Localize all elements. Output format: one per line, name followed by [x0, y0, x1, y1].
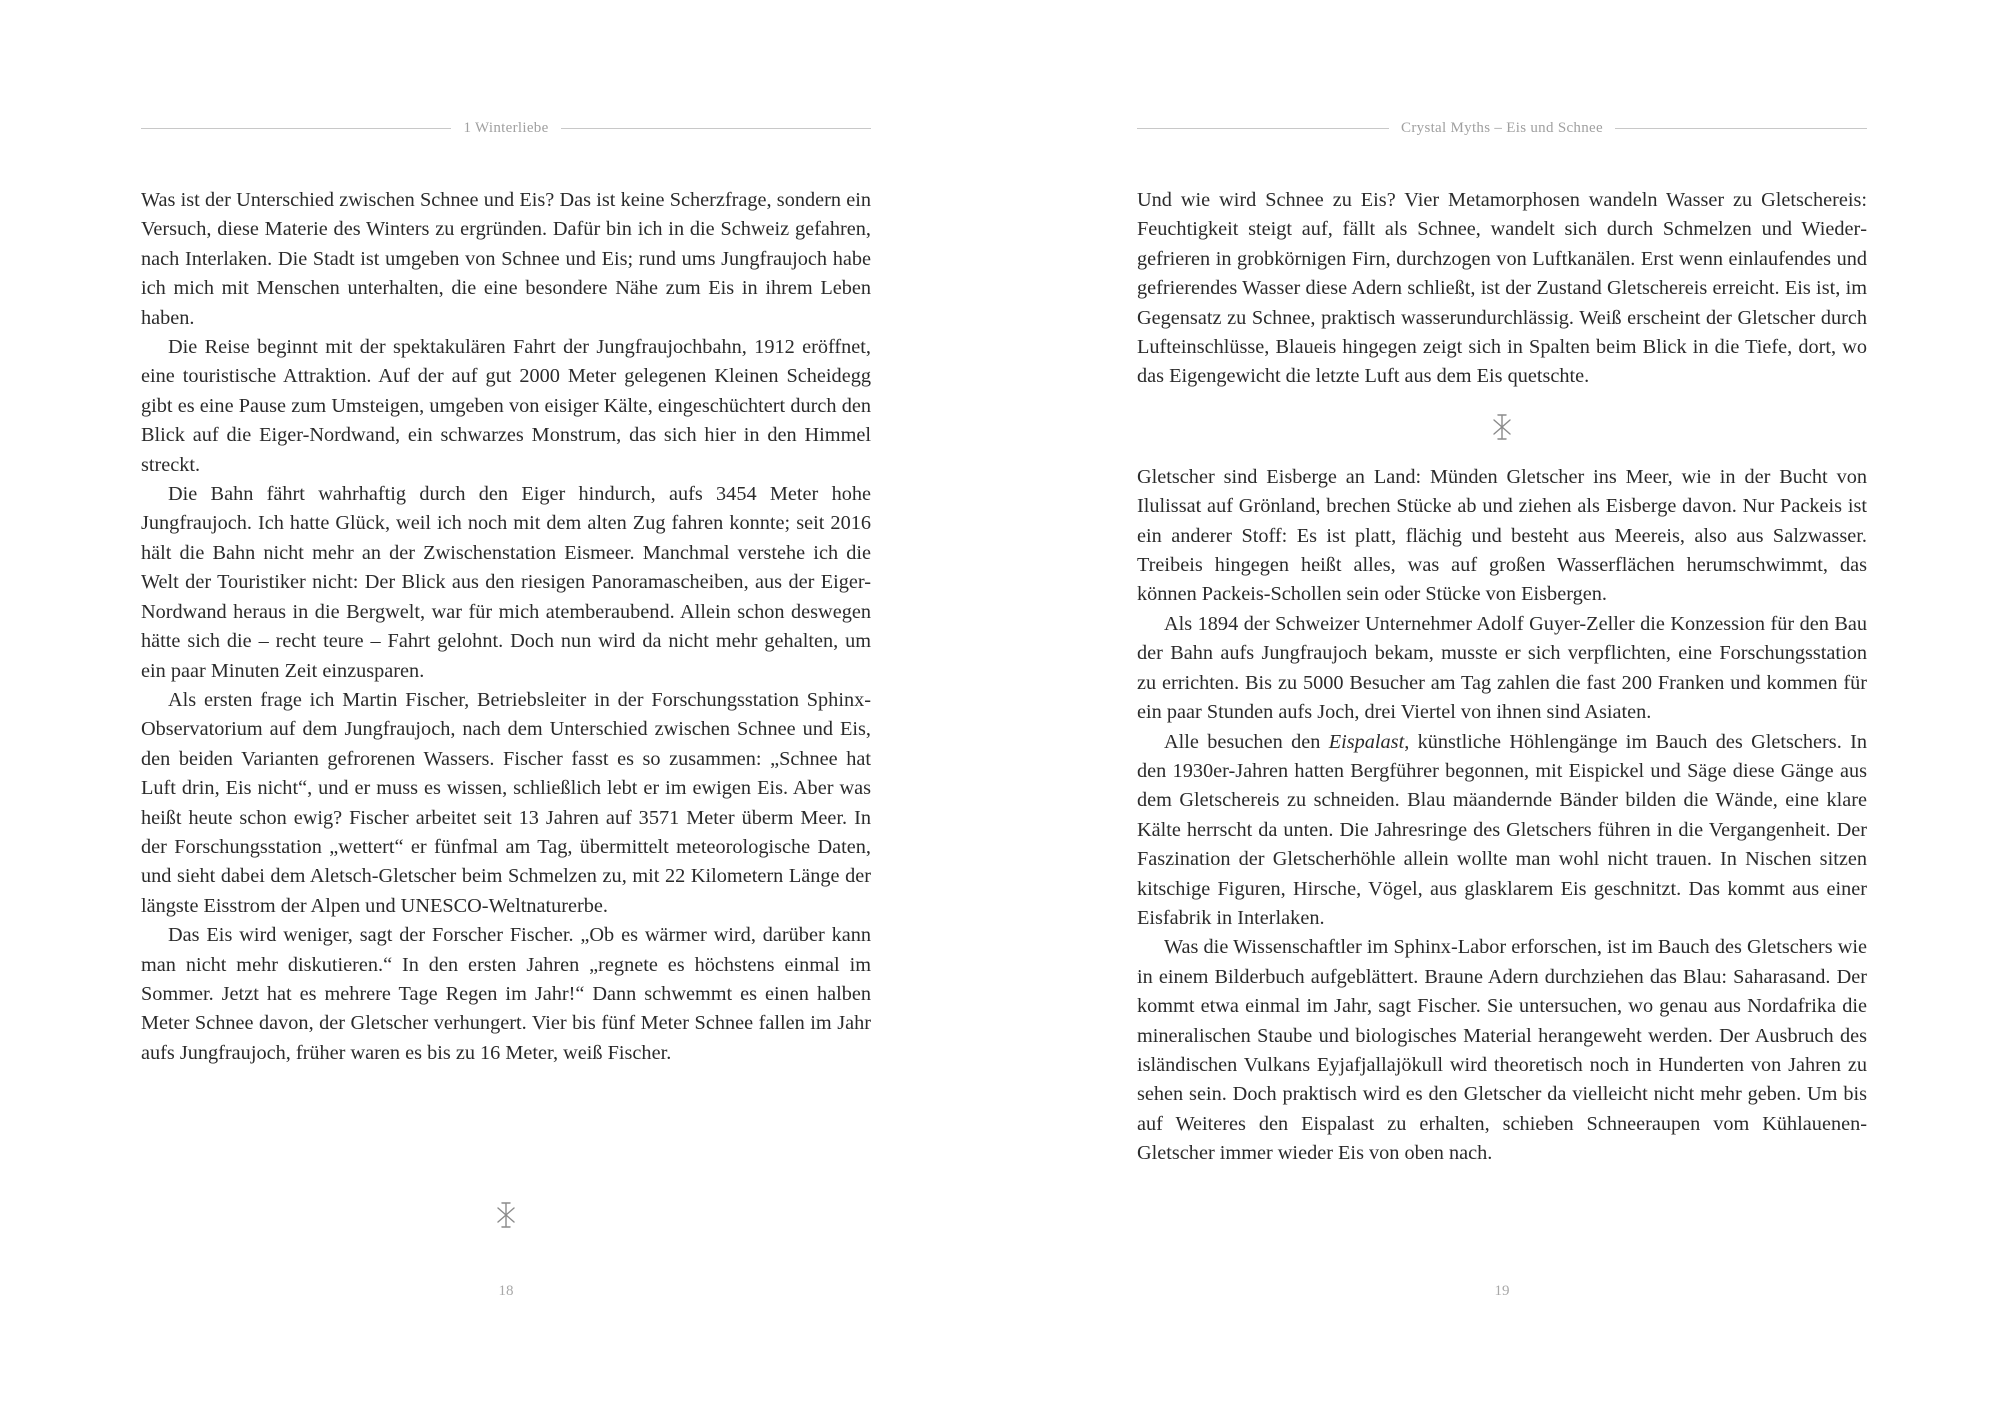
left-running-head — [141, 118, 871, 138]
paragraph: Die Reise beginnt mit der spektakulären Fahrt der Jungfraujochbahn, 1912 eröffnet, eine touristische Attraktion. Auf der auf gut 2000 Meter gelegenen Kleinen Scheidegg gibt es eine Pause zum Umsteigen, umgeben von eisiger Kälte, eingeschüchtert durch den Blick auf die Eiger-Nordwand, ein schwarzes Monstrum, das sich hier in den Himmel streckt. — [141, 336, 871, 476]
header-rule — [561, 128, 871, 129]
text-run: , künstliche Höhlengänge im Bauch des Gletschers. In den 1930er-Jahren hatten Bergführer begonnen, mit Eispickel und Säge diese Gänge aus dem Gletschereis zu schneiden. Blau mäandernde Bänder bilden die Wände, eine klare Kälte herrscht da unten. Die Jahresringe des Gletschers führen in die Vergangenheit. Der Faszination der Gletscherhöhle allein wollte man wohl nicht trauen. In Nischen sitzen kitschige Figuren, Hirsche, Vögel, aus glasklarem Eis geschnitzt. Das kommt aus einer Eisfabrik in Interlaken. — [1137, 730, 1868, 929]
paragraph: Als ersten frage ich Martin Fischer, Betriebsleiter in der Forschungsstation Sphinx-Observatorium auf dem Jungfraujoch, nach dem Unterschied zwischen Schnee und Eis, den beiden Varianten gefrorenen Wassers. Fischer fasst es so zusammen: „Schnee hat Luft drin, Eis nicht“, und er muss es wissen, schließlich lebt er im ewigen Eis. Aber was heißt heute schon ewig? Fischer arbeitet seit 13 Jahren auf 3571 Meter überm Meer. In der Forschungsstation „wettert“ er fünfmal am Tag, übermittelt meteorologische Daten, und sieht dabei dem Aletsch-Gletscher beim Schmelzen zu, mit 22 Kilometern Länge der längste Eisstrom der Alpen und UNESCO-Weltnaturerbe. — [141, 688, 871, 917]
left-body-text — [141, 186, 871, 1068]
page-number: 18 — [498, 1283, 514, 1299]
eispalast-paragraph — [1137, 728, 1867, 934]
right-running-head — [1137, 118, 1867, 138]
asterism-ornament-icon — [1491, 414, 1513, 440]
section-break-ornament-icon — [1137, 414, 1867, 444]
paragraph: Das Eis wird weniger, sagt der Forscher Fischer. „Ob es wärmer wird, darüber kann man nicht mehr diskutieren.“ In den ersten Jahren „regnete es höchstens einmal im Sommer. Jetzt hat es mehrere Tage Regen im Jahr!“ Dann schwemmt es einen halben Meter Schnee davon, der Gletscher verhungert. Vier bis fünf Meter Schnee fallen im Jahr aufs Jungfraujoch, früher waren es bis zu 16 Meter, weiß Fischer. — [141, 924, 871, 1064]
page-number: 19 — [1494, 1283, 1510, 1299]
book-title: Crystal Myths – Eis und Schnee — [1401, 119, 1603, 136]
asterism-ornament-icon — [495, 1202, 517, 1228]
paragraph: Was die Wissenschaftler im Sphinx-Labor erforschen, ist im Bauch des Gletschers wie in einem Bilderbuch aufgeblättert. Braune Adern durchziehen das Blau: Saharasand. Der kommt etwa einmal im Jahr, sagt Fischer. Sie untersuchen, wo genau aus Nordafrika die mineralischen Staube und biologisches Material herangeweht werden. Der Ausbruch des isländischen Vulkans Eyjafjallajökull wird theoretisch noch in Hunderten von Jahren zu sehen sein. Doch praktisch wird es den Gletscher da vielleicht nicht mehr geben. Um bis auf Weiteres den Eispalast zu erhalten, schieben Schneeraupen vom Kühlauenen-Gletscher immer wieder Eis von oben nach. — [1137, 936, 1867, 1165]
header-rule — [141, 128, 451, 129]
paragraph: Gletscher sind Eisberge an Land: Münden Gletscher ins Meer, wie in der Bucht von Ilulissat auf Grönland, brechen Stücke ab und ziehen als Eisberge davon. Nur Packeis ist ein anderer Stoff: Es ist platt, flächig und besteht aus Meereis, also aus Salzwasser. Treibeis hingegen heißt alles, was auf großen Wasserflächen herumschwimmt, das können Packeis-Schollen sein oder Stücke von Eisbergen. — [1137, 465, 1867, 606]
header-rule — [1615, 128, 1867, 129]
header-rule — [1137, 128, 1389, 129]
text-run: Alle besuchen den — [1164, 730, 1329, 753]
section-break-ornament-icon — [141, 1202, 871, 1232]
right-body-text — [1137, 186, 1867, 1169]
right-page — [1137, 0, 1867, 1413]
emphasis-eispalast: Eispalast — [1328, 730, 1405, 753]
left-page — [141, 0, 871, 1413]
paragraph: Die Bahn fährt wahrhaftig durch den Eiger hindurch, aufs 3454 Meter hohe Jungfraujoch. Ich hatte Glück, weil ich noch mit dem alten Zug fahren konnte; seit 2016 hält die Bahn nicht mehr an der Zwischenstation Eismeer. Manchmal verstehe ich die Welt der Touristiker nicht: Der Blick aus den riesigen Panoramascheiben, aus der Eiger-Nordwand heraus in die Bergwelt, war für mich atemberaubend. Allein schon deswegen hätte sich die – recht teure – Fahrt gelohnt. Doch nun wird da nicht mehr gehalten, um ein paar Minuten Zeit einzusparen. — [141, 483, 871, 682]
paragraph: Als 1894 der Schweizer Unternehmer Adolf Guyer-Zeller die Konzession für den Bau der Bahn aufs Jungfraujoch bekam, musste er sich verpflichten, eine Forschungsstation zu errichten. Bis zu 5000 Besucher am Tag zahlen die fast 200 Franken und kommen für ein paar Stunden aufs Joch, drei Viertel von ihnen sind Asiaten. — [1137, 612, 1867, 724]
chapter-title: 1 Winterliebe — [463, 119, 549, 136]
paragraph: Was ist der Unterschied zwischen Schnee und Eis? Das ist keine Scherzfrage, sondern ein Versuch, diese Materie des Winters zu ergründen. Dafür bin ich in die Schweiz gefahren, nach Interlaken. Die Stadt ist umgeben von Schnee und Eis; rund ums Jungfraujoch habe ich mich mit Menschen unterhalten, die eine besondere Nähe zum Eis in ihrem Leben haben. — [141, 189, 871, 329]
paragraph: Und wie wird Schnee zu Eis? Vier Metamorphosen wandeln Wasser zu Gletschereis: Feuchtigkeit steigt auf, fällt als Schnee, wandelt sich durch Schmelzen und Wiedergefrieren in grobkörnigen Firn, durchzogen von Luftkanälen. Erst wenn einlaufendes und gefrierendes Wasser diese Adern schließt, ist der Zustand Gletschereis erreicht. Eis ist, im Gegensatz zu Schnee, praktisch wasserundurchlässig. Weiß erscheint der Gletscher durch Lufteinschlüsse, Blaueis hingegen zeigt sich in Spalten beim Blick in die Tiefe, dort, wo das Eigengewicht die letzte Luft aus dem Eis quetschte. — [1137, 189, 1867, 388]
